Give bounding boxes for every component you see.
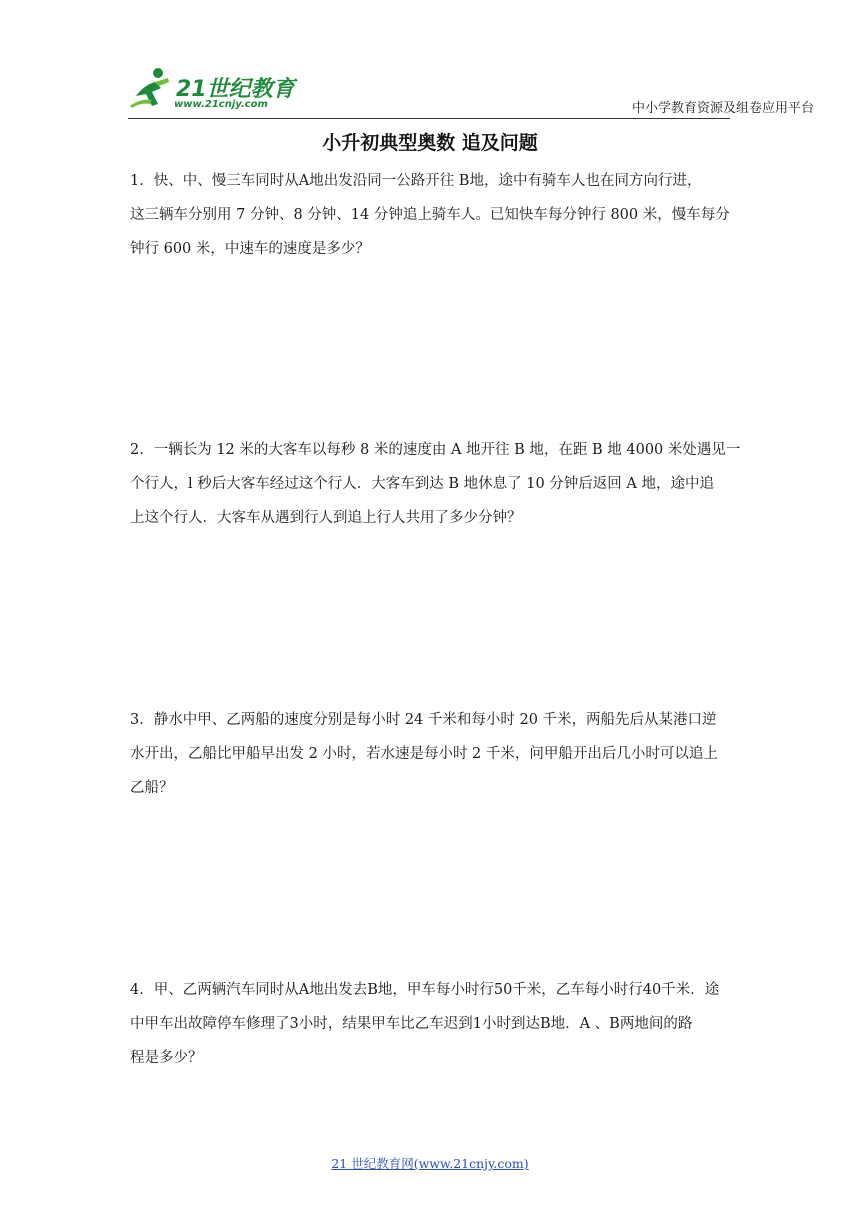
question-line: 2．一辆长为 12 米的大客车以每秒 8 米的速度由 A 地开往 B 地，在距 B 地 4000 米处遇见一 bbox=[130, 442, 741, 458]
question-line: 中甲车出故障停车修理了3小时，结果甲车比乙车迟到1小时到达B地．A 、B两地间的路 bbox=[130, 1016, 693, 1032]
question-line: 这三辆车分别用 7 分钟、8 分钟、14 分钟追上骑车人。已知快车每分钟行 800 米，慢车每分 bbox=[130, 207, 730, 223]
site-logo bbox=[128, 64, 298, 118]
question-line: 水开出，乙船比甲船早出发 2 小时，若水速是每小时 2 千米，问甲船开出后几小时可以追上 bbox=[130, 746, 718, 762]
footer-link[interactable]: 21 世纪教育网(www.21cnjy.com) bbox=[331, 1156, 529, 1171]
question-3 bbox=[130, 703, 736, 805]
question-line: 1．快、中、慢三车同时从A地出发沿同一公路开往 B地，途中有骑车人也在同方向行进， bbox=[130, 173, 702, 189]
question-line: 程是多少？ bbox=[130, 1050, 203, 1066]
question-line: 乙船？ bbox=[130, 780, 174, 796]
page-title: 小升初典型奥数 追及问题 bbox=[322, 132, 538, 154]
question-line: 3．静水中甲、乙两船的速度分别是每小时 24 千米和每小时 20 千米，两船先后从某港口逆 bbox=[130, 712, 717, 728]
logo-url: www.21cnjy.com bbox=[174, 99, 268, 110]
logo-text: 21世纪教育 bbox=[176, 77, 295, 102]
question-line: 钟行 600 米，中速车的速度是多少？ bbox=[130, 241, 370, 257]
question-1 bbox=[130, 164, 736, 266]
header-divider bbox=[128, 118, 730, 119]
question-line: 上这个行人．大客车从遇到行人到追上行人共用了多少分钟？ bbox=[130, 510, 522, 526]
question-line: 个行人，l 秒后大客车经过这个行人．大客车到达 B 地休息了 10 分钟后返回 A 地，途中追 bbox=[130, 476, 714, 492]
question-line: 4．甲、乙两辆汽车同时从A地出发去B地，甲车每小时行50千米，乙车每小时行40千米．途 bbox=[130, 982, 720, 998]
question-2 bbox=[130, 433, 741, 535]
runner-icon bbox=[128, 66, 174, 112]
site-tagline: 中小学教育资源及组卷应用平台 bbox=[632, 101, 815, 116]
question-4 bbox=[130, 973, 736, 1075]
